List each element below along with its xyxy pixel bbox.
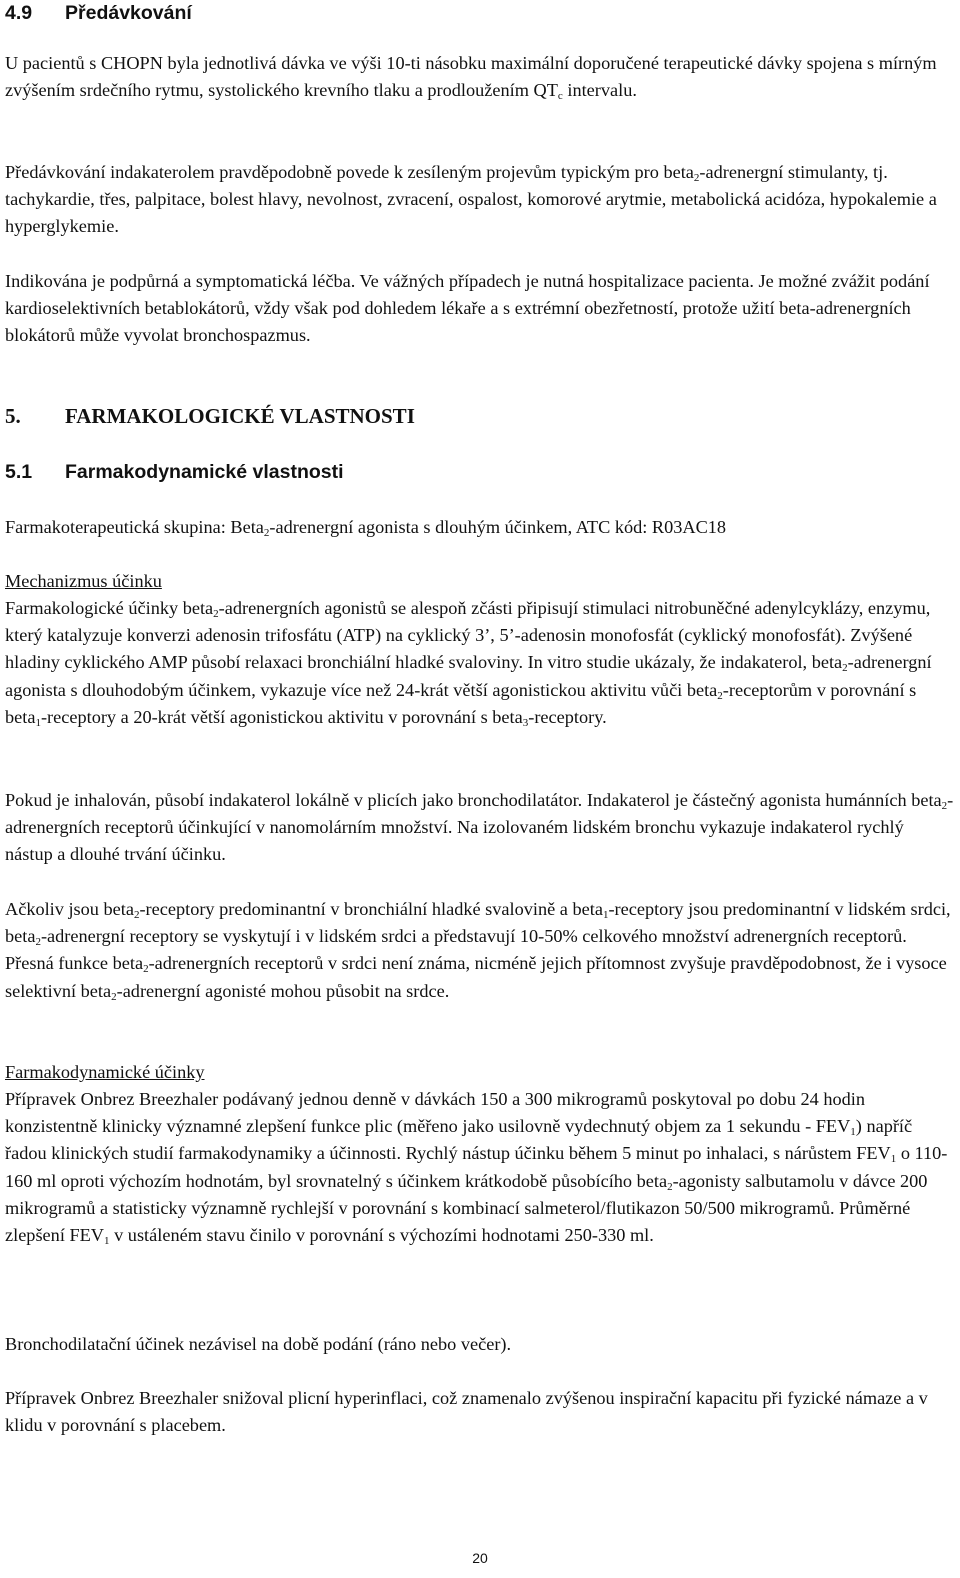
- inhalation-paragraph: Pokud je inhalován, působí indakaterol lokálně v plicích jako bronchodilatátor. Indakaterol je částečný agonista humánních beta$_2$-adrenergních receptorů účinkující v nanomolárním množství. Na izolovaném lidském bronchu vykazuje indakaterol rychlý nástup a dlouhé trvání účinku.: [5, 790, 954, 865]
- section-number: 4.9: [5, 2, 33, 24]
- section-5-1-heading: [5, 459, 955, 486]
- hyperinflation-paragraph: Přípravek Onbrez Breezhaler snižoval plicní hyperinflaci, což znamenalo zvýšenou inspirační kapacitu při fyzické námaze a v klidu v porovnání s placebem.: [5, 1388, 928, 1436]
- section-title: Farmakodynamické vlastnosti: [65, 461, 344, 483]
- atc-paragraph: Farmakoterapeutická skupina: Beta$_2$-adrenergní agonista s dlouhým účinkem, ATC kód: R03AC18: [5, 517, 727, 539]
- section-title: Předávkování: [65, 2, 192, 24]
- pharmacodynamic-effects-paragraph: Přípravek Onbrez Breezhaler podávaný jednou denně v dávkách 150 a 300 mikrogramů poskytoval po dobu 24 hodin konzistentně klinicky významné zlepšení funkce plic (měřeno jako usilovně vydechnutý objem za 1 sekundu - $FEV_1$) napříč řadou klinických studií farmakodynamiky a účinnosti. Rychlý nástup účinku během 5 minut po inhalaci, s nárůstem $FEV_1$ o 110-160 ml oproti výchozím hodnotám, byl srovnatelný s účinkem krátkodobě působícího beta$_2$-agonisty salbutamolu v dávce 200 mikrogramů a statisticky významně rychlejší v porovnání s kombinací salmeterol/flutikazon 50/500 mikrogramů. Průměrné zlepšení $FEV_1$ v ustáleném stavu činilo v porovnání s výchozími hodnotami 250-330 ml.: [5, 1089, 948, 1248]
- section-heading: [5, 0, 955, 27]
- overdose-paragraph-2: Předávkování indakaterolem pravděpodobně povede k zesíleným projevům typickým pro beta$_2$-adrenergní stimulanty, tj. tachykardie, třes, palpitace, bolest hlavy, nevolnost, zvracení, ospalost, komorové arytmie, metabolická acidóza, hypokalemie a hyperglykemie.: [5, 162, 937, 237]
- page-number: 20: [472, 1550, 488, 1566]
- mechanism-paragraph: Farmakologické účinky beta$_2$-adrenergních agonistů se alespoň zčásti připisují stimulaci nitrobuněčné adenylcyklázy, enzymu, který katalyzuje konverzi adenosin trifosfátu (ATP) na cyklický 3’, 5’-adenosin monofosfát (cyklický monofosfát). Zvýšené hladiny cyklického AMP působí relaxaci bronchiální hladké svaloviny. In vitro studie ukázaly, že indakaterol, beta$_2$-adrenergní agonista s dlouhodobým účinkem, vykazuje více než 24-krát větší agonistickou aktivitu vůči beta$_2$-receptorům v porovnání s beta$_1$-receptory a 20-krát větší agonistickou aktivitu v porovnání s beta$_3$-receptory.: [5, 598, 932, 729]
- section-heading: [5, 459, 955, 486]
- section-title: FARMAKOLOGICKÉ VLASTNOSTI: [65, 404, 415, 428]
- section-heading: [5, 403, 955, 430]
- pharmacodynamic-effects-subheading: Farmakodynamické účinky: [5, 1062, 205, 1082]
- bronchodilation-paragraph: Bronchodilatační účinek nezávisel na době podání (ráno nebo večer).: [5, 1334, 512, 1354]
- receptors-paragraph: Ačkoliv jsou beta$_2$-receptory predominantní v bronchiální hladké svalovině a beta$_1$-receptory jsou predominantní v lidském srdci, beta$_2$-adrenergní receptory se vyskytují i v lidském srdci a představují 10-50% celkového množství adrenergních receptorů. Přesná funkce beta$_2$-adrenergních receptorů v srdci není známa, nicméně jejich přítomnost zvyšuje pravděpodobnost, že i vysoce selektivní beta$_2$-adrenergní agonisté mohou působit na srdce.: [5, 899, 951, 1003]
- overdose-paragraph-1: U pacientů s CHOPN byla jednotlivá dávka ve výši 10-ti násobku maximální doporučené terapeutické dávky spojena s mírným zvýšením srdečního rytmu, systolického krevního tlaku a prodloužením $QT_c$ intervalu.: [5, 53, 937, 103]
- section-5-heading: [5, 403, 955, 430]
- overdose-paragraph-3: Indikována je podpůrná a symptomatická léčba. Ve vážných případech je nutná hospitalizace pacienta. Je možné zvážit podání kardioselektivních betablokátorů, vždy však pod dohledem lékaře a s extrémní obezřetností, protože užití beta-adrenergních blokátorů může vyvolat bronchospazmus.: [5, 271, 930, 346]
- section-number: 5.1: [5, 461, 33, 483]
- mechanism-subheading: Mechanizmus účinku: [5, 571, 162, 591]
- section-number: 5.: [5, 404, 21, 428]
- section-4-9-heading: [5, 0, 955, 27]
